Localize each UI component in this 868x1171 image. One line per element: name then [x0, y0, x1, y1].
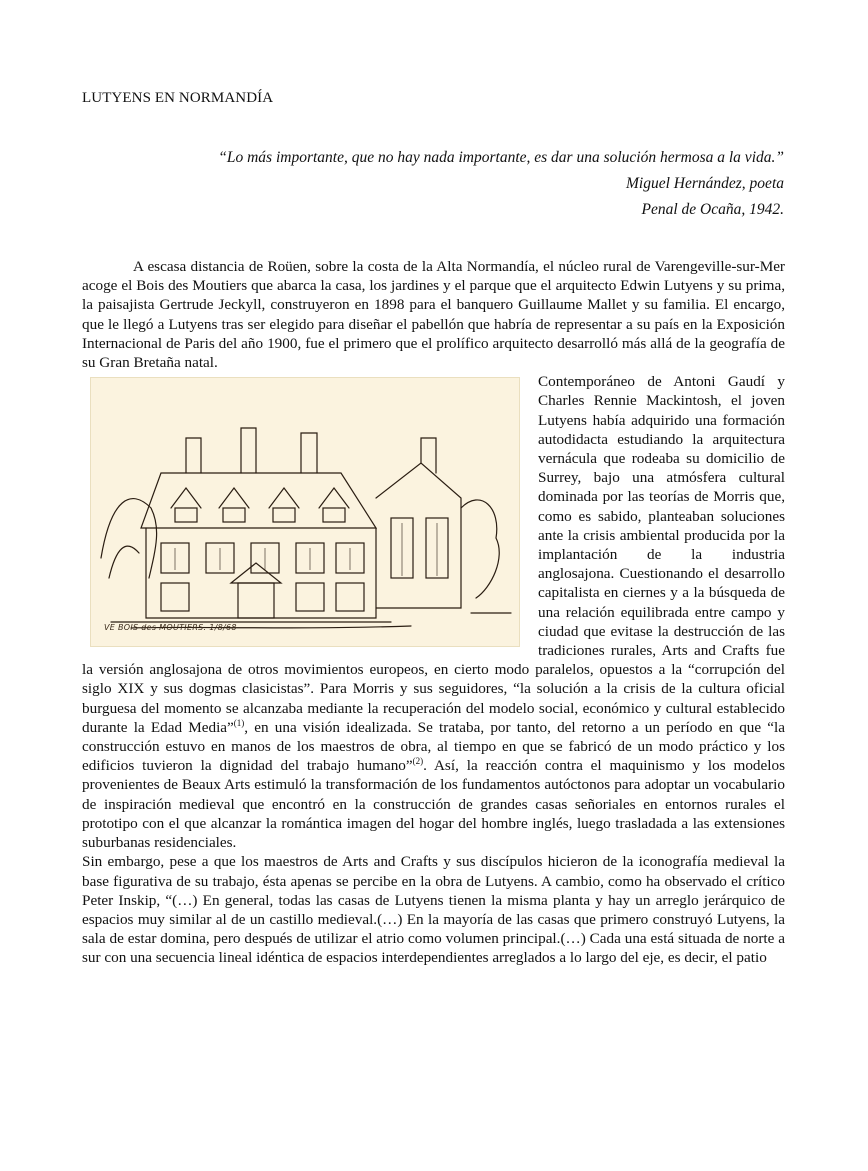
sketch-caption: VE BOIS des MOUTIERS. 1/8/68: [104, 623, 237, 633]
paragraph-3: Sin embargo, pese a que los maestros de Arts and Crafts y sus discípulos hicieron de la iconografía medieval la base figurativa de su trabajo, ésta apenas se percibe en la obra de Lutyens. A cambio, como ha observado el crítico Peter Inskip, “(…) En general, todas las casas de Lutyens tienen la misma planta y hay un arreglo jerárquico de espacios muy similar al de un castillo medieval.(…) En la mayoría de las casas que primero construyó Lutyens, la sala de estar domina, pero después de utilizar el atrio como volumen principal.(…) Cada una está situada de norte a sur con una secuencia lineal idéntica de espacios interdependientes arreglados a lo largo del eje, es decir, el patio: [82, 853, 785, 967]
paragraph-2-part-1: Contemporáneo de Antoni Gaudí y Charles Rennie Mackintosh, el joven Lutyens había adquirido una formación autodidacta estudiando la arquitectura vernácula que rodeaba su domicilio de Surrey, bajo una atmósfera cultural dominada por las teorías de Morris que, como es sabido, planteaban soluciones ante la crisis ambiental producida por la implantación de la industria anglosajona. Cuestionando el desarrollo capitalista en ciernes y a la búsqueda de una relación equilibrada entre campo y ciudad que evitase la destrucción de las tradiciones rurales, Arts and Crafts fue la versión anglosajona de otros movimientos europeos, en cierto modo paralelos, opuestos a la “corrupción del siglo XIX y sus dogmas clasicistas”. Para Morris y sus seguidores, “la solución a la crisis de la cultura oficial burguesa del momento se alcanzaba mediante la recuperación del modelo social, económico y cultural establecido durante la Edad Media”: [82, 373, 785, 736]
epigraph: [218, 145, 784, 223]
house-sketch: [91, 378, 519, 646]
paragraph-2-part-3: . Así, la reacción contra el maquinismo y los modelos provenientes de Beaux Arts estimuló la transformación de los fundamentos autóctonos para adoptar un vocabulario de inspiración medieval que encontró en la construcción de grandes casas señoriales en entornos rurales el prototipo con el que alcanzar la romántica imagen del hogar del hombre inglés, luego trasladada a las extensiones suburbanas residenciales.: [82, 757, 785, 852]
paragraph-1: A escasa distancia de Roüen, sobre la costa de la Alta Normandía, el núcleo rural de Varengeville-sur-Mer acoge el Bois des Moutiers que abarca la casa, los jardines y el parque que el arquitecto Edwin Lutyens y su prima, la paisajista Gertrude Jeckyll, construyeron en 1898 para el banquero Guillaume Mallet y su familia. El encargo, que le llegó a Lutyens tras ser elegido para diseñar el pabellón que habría de representar a su país en la Exposición Internacional de Paris del año 1900, fue el primero que el prolífico arquitecto desarrolló más allá de la geografía de su Gran Bretaña natal.: [82, 258, 785, 372]
footnote-ref-1: (1): [233, 717, 245, 728]
paragraph-2-part-2: , en una visión idealizada. Se trataba, por tanto, del retorno a un período en que “la construcción estuvo en manos de los maestros de obra, al tiempo en que se fabricó de un modo práctico y los edificios tuvieron la dignidad del trabajo humano”: [82, 718, 786, 775]
footnote-ref-2: (2): [412, 756, 424, 767]
sketch-illustration: [90, 377, 520, 647]
epigraph-author: Miguel Hernández, poeta: [626, 175, 784, 192]
epigraph-place-date: Penal de Ocaña, 1942.: [641, 201, 784, 218]
body-text: [82, 257, 785, 968]
epigraph-quote: “Lo más importante, que no hay nada importante, es dar una solución hermosa a la vida.”: [218, 149, 784, 166]
document-title: LUTYENS EN NORMANDÍA: [82, 90, 274, 106]
